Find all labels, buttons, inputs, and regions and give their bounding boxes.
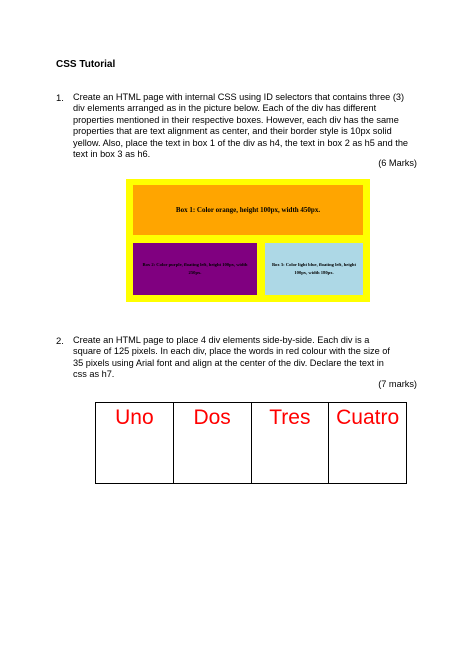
question-2-line: square of 125 pixels. In each div, place the words in red colour with the size of <box>73 346 390 357</box>
question-2-line: Create an HTML page to place 4 div elements side-by-side. Each div is a <box>73 335 370 345</box>
page-heading: CSS Tutorial <box>56 59 116 70</box>
figure-box-3: Box 3: Color light blue, floating left, height 100px, width 180px. <box>265 243 363 295</box>
word-cell-uno: Uno <box>96 403 174 483</box>
word-cell-dos: Dos <box>174 403 252 483</box>
figure-box-1: Box 1: Color orange, height 100px, width 450px. <box>133 185 363 235</box>
word-cell-cuatro: Cuatro <box>336 406 400 429</box>
question-1-marks: (6 Marks) <box>378 158 417 168</box>
question-2-number: 2. <box>56 336 64 347</box>
question-2-figure <box>95 402 407 484</box>
question-1-line: yellow. Also, place the text in box 1 of the div as h4, the text in box 2 as h5 and the <box>73 137 409 148</box>
figure-box-2: Box 2: Color purple, floating left, height 100px, width 250px. <box>133 243 257 295</box>
question-1-line: Create an HTML page with internal CSS using ID selectors that contains three (3) <box>73 92 405 102</box>
question-1-line: properties that are text alignment as center, and their border style is 10px solid <box>73 126 392 137</box>
question-1-figure <box>126 179 370 302</box>
question-2-line: 35 pixels using Arial font and align at the center of the div. Declare the text in <box>73 357 384 368</box>
question-2-line: css as h7. <box>73 369 115 380</box>
question-1-number: 1. <box>56 93 64 104</box>
question-1-line: properties mentioned in their respective boxes. However, each div has the same <box>73 114 399 125</box>
question-1-line: text in box 3 as h6. <box>73 149 151 160</box>
question-1-line: div elements arranged as in the picture below. Each of the div has different <box>73 103 377 114</box>
question-1-text <box>73 92 417 160</box>
word-cell-tres: Tres <box>252 403 330 483</box>
question-2-marks: (7 marks) <box>378 379 417 389</box>
question-2-text <box>73 335 417 381</box>
